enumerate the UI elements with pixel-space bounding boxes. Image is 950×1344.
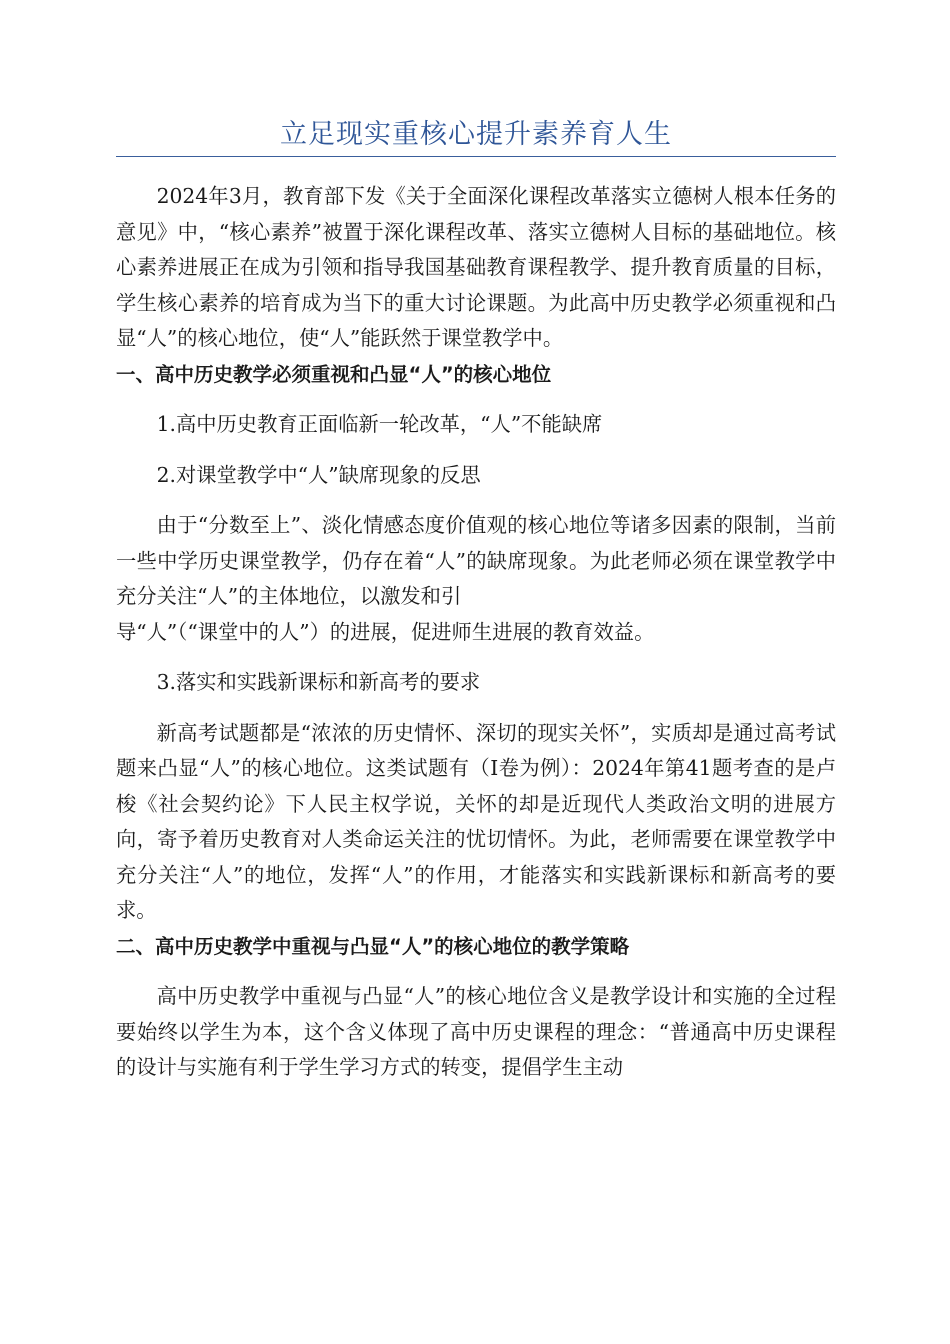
strategy-paragraph: 高中历史教学中重视与凸显“人”的核心地位含义是教学设计和实施的全过程要始终以学生为本，这个含义体现了高中历史课程的理念：“普通高中历史课程的设计与实施有利于学生学习方式的转变，提倡学生主动 <box>116 984 836 1079</box>
section-heading-one: 一、高中历史教学必须重视和凸显“人”的核心地位 <box>116 362 552 386</box>
exam-paragraph: 新高考试题都是“浓浓的历史情怀、深切的现实关怀”，实质却是通过高考试题来凸显“人”的核心地位。这类试题有（Ⅰ卷为例）：2024年第41题考查的是卢梭《社会契约论》下人民主权学说，关怀的却是近现代人类政治文明的进展方向，寄予着历史教育对人类命运关注的忧切情怀。为此，老师需要在课堂教学中充分关注“人”的地位，发挥“人”的作用，才能落实和实践新课标和新高考的要求。 <box>116 720 836 922</box>
reflection-paragraph-line1: 由于“分数至上”、淡化情感态度价值观的核心地位等诸多因素的限制，当前一些中学历史课堂教学，仍存在着“人”的缺席现象。为此老师必须在课堂教学中充分关注“人”的主体地位，以激发和引 <box>116 513 836 608</box>
subheading-one: 1.高中历史教育正面临新一轮改革，“人”不能缺席 <box>156 412 603 436</box>
document-body <box>116 179 836 1086</box>
subheading-three: 3.落实和实践新课标和新高考的要求 <box>156 670 481 694</box>
reflection-paragraph-line2: 导“人”（“课堂中的人”）的进展，促进师生进展的教育效益。 <box>116 619 655 644</box>
document-title: 立足现实重核心提升素养育人生 <box>280 119 672 150</box>
title-underline <box>116 156 836 157</box>
subheading-two: 2.对课堂教学中“人”缺席现象的反思 <box>156 462 481 487</box>
intro-paragraph: 2024年3月，教育部下发《关于全面深化课程改革落实立德树人根本任务的意见》中，“核心素养”被置于深化课程改革、落实立德树人目标的基础地位。核心素养进展正在成为引领和指导我国基础教育课程教学、提升教育质量的目标，学生核心素养的培育成为当下的重大讨论课题。为此高中历史教学必须重视和凸显“人”的核心地位，使“人”能跃然于课堂教学中。 <box>116 184 836 350</box>
document-page <box>116 0 836 1086</box>
section-heading-two: 二、高中历史教学中重视与凸显“人”的核心地位的教学策略 <box>116 934 630 958</box>
